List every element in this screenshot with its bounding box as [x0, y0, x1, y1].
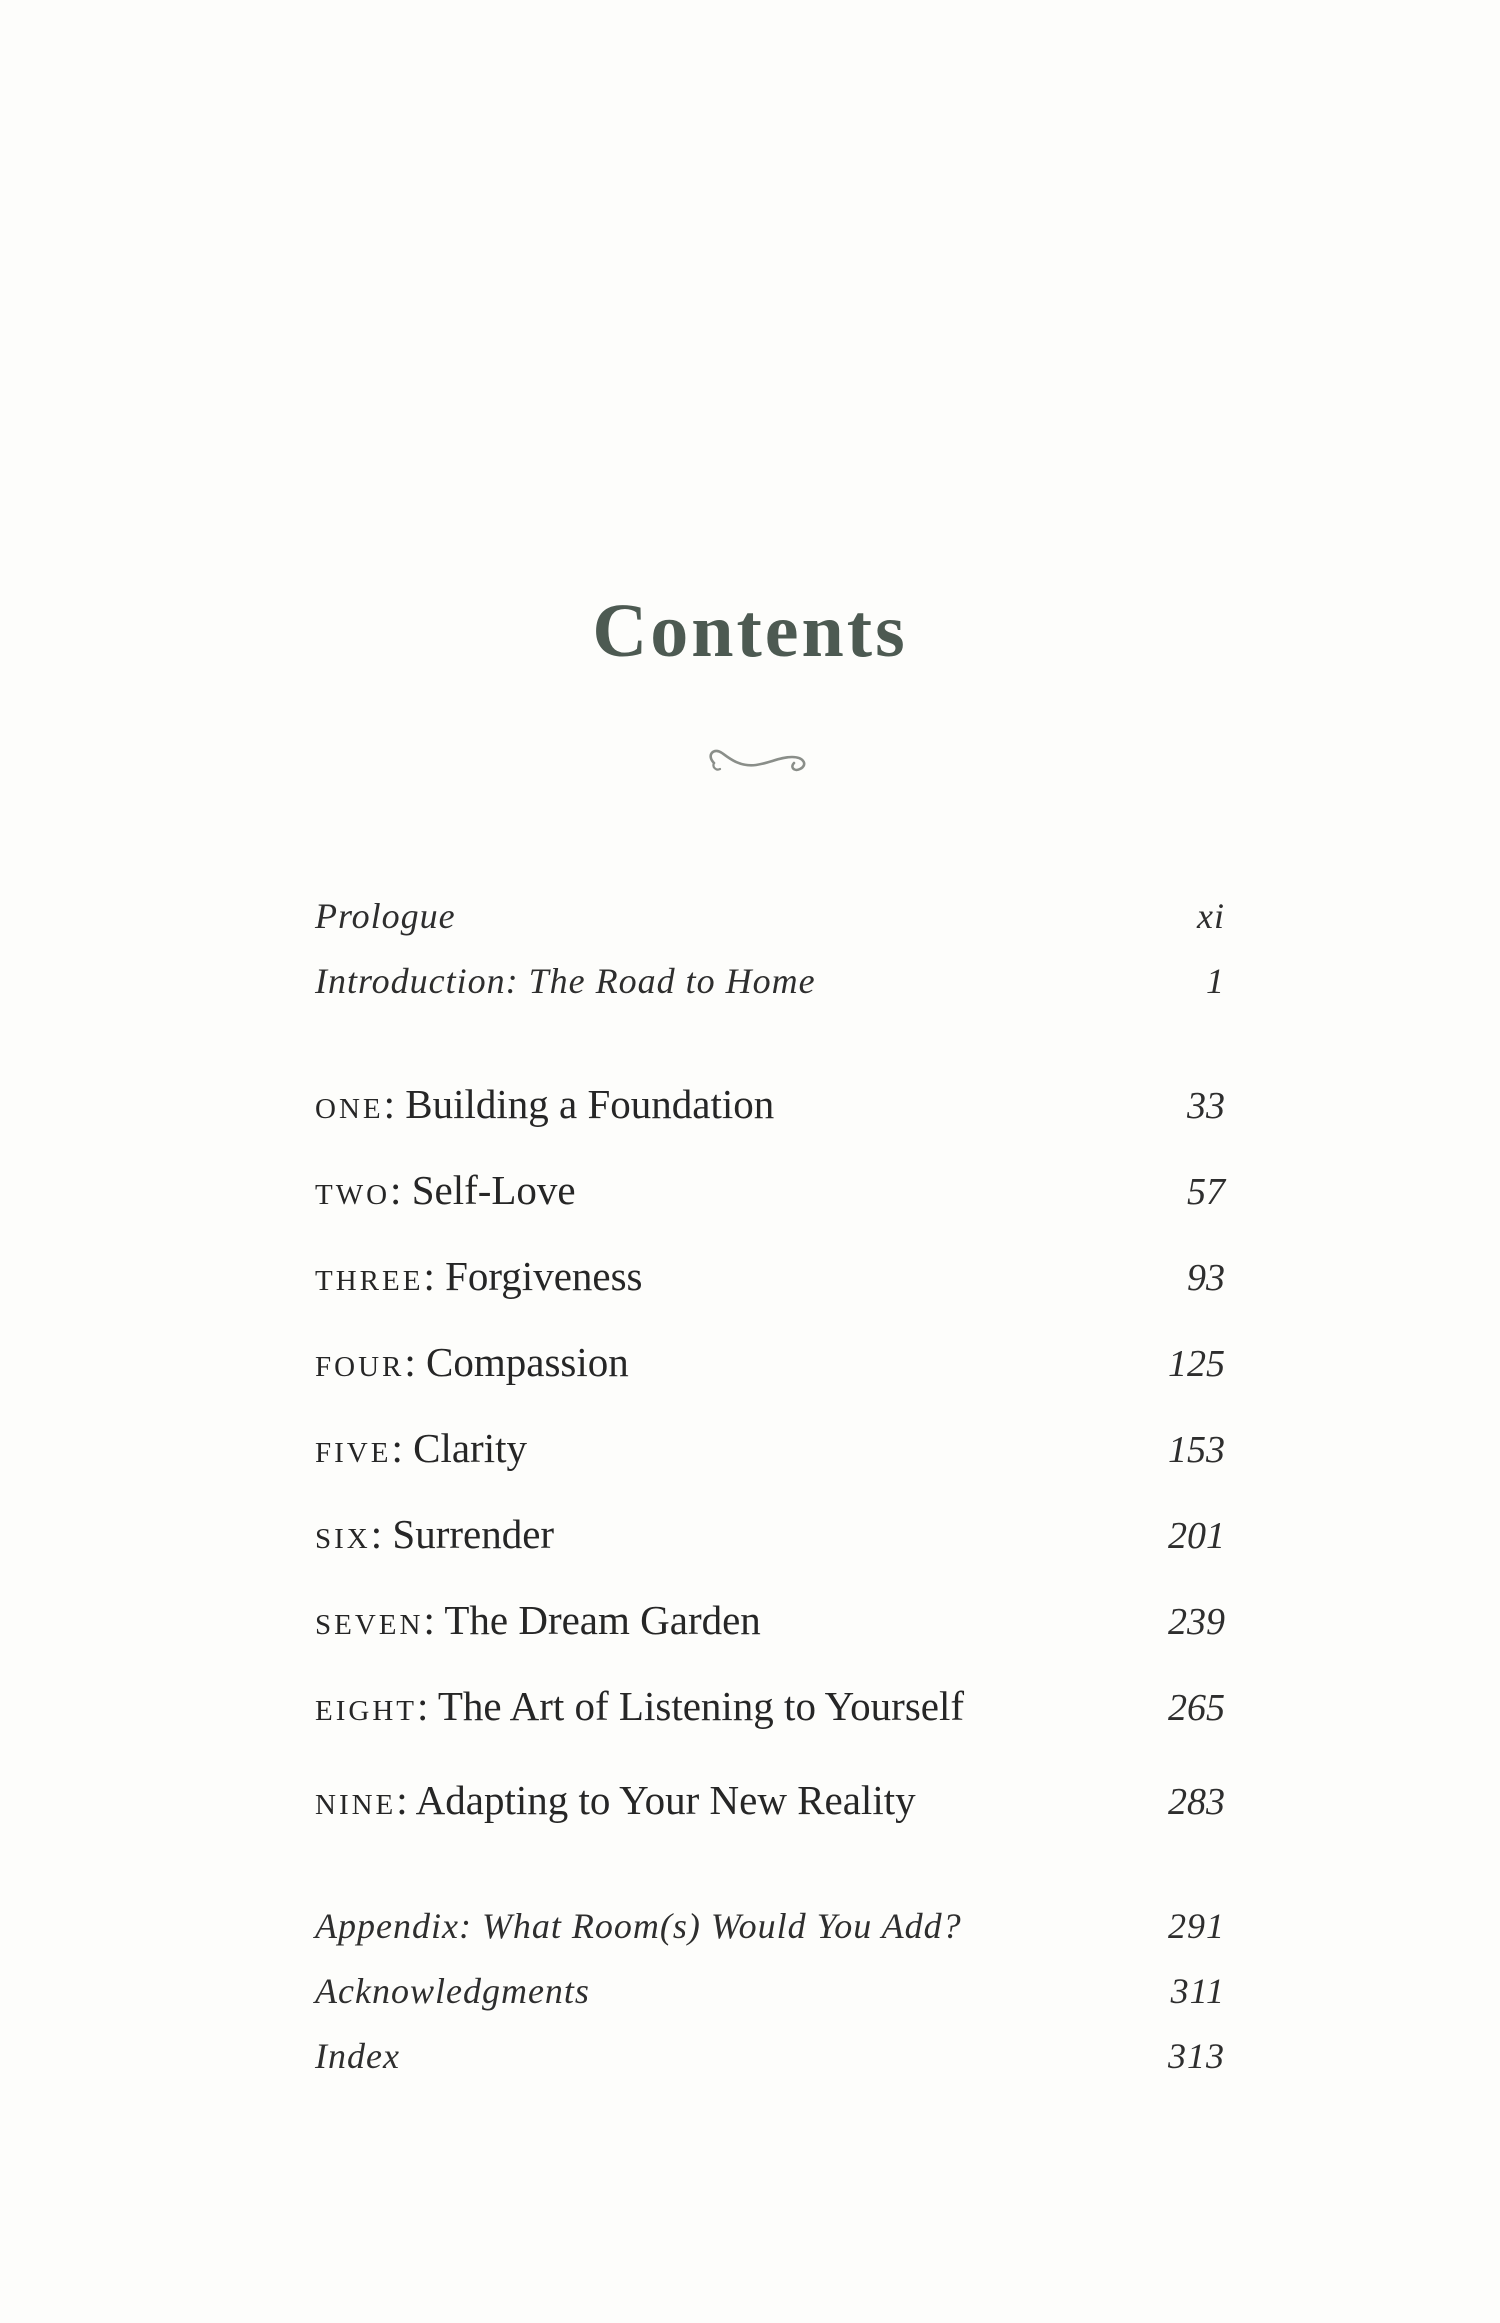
toc-entry-chapter-one[interactable]: [315, 1080, 1225, 1128]
toc-entry-label: six: Surrender: [315, 1511, 555, 1557]
chapter-number: nine: [315, 1777, 397, 1823]
toc-page-number: 1: [1206, 961, 1225, 1001]
toc-entry-chapter-three[interactable]: [315, 1252, 1225, 1300]
toc-entry-label: Prologue: [315, 896, 456, 936]
chapter-title: Building a Foundation: [405, 1081, 775, 1127]
chapter-number: seven: [315, 1597, 424, 1643]
chapter-title: Compassion: [426, 1339, 629, 1385]
toc-page-number: xi: [1197, 896, 1225, 936]
toc-entry-label: five: Clarity: [315, 1425, 527, 1471]
toc-page-number: 93: [1187, 1257, 1225, 1299]
toc-page-number: 239: [1168, 1601, 1225, 1643]
chapter-number: three: [315, 1253, 424, 1299]
toc-page-number: 291: [1168, 1906, 1225, 1946]
toc-entry-chapter-six[interactable]: [315, 1510, 1225, 1558]
page-title: Contents: [592, 589, 908, 673]
toc-entry-label: Acknowledgments: [315, 1971, 590, 2011]
toc-entry-chapter-seven[interactable]: [315, 1596, 1225, 1644]
toc-entry-appendix[interactable]: [315, 1905, 1225, 1947]
toc-page-number: 201: [1168, 1515, 1225, 1557]
chapter-title: Clarity: [413, 1425, 527, 1471]
toc-entry-chapter-five[interactable]: [315, 1424, 1225, 1472]
toc-entry-label: nine: Adapting to Your New Reality: [315, 1777, 916, 1823]
toc-entry-chapter-eight[interactable]: [315, 1682, 1225, 1730]
toc-entry-label: one: Building a Foundation: [315, 1081, 775, 1127]
toc-page-number: 313: [1168, 2036, 1225, 2076]
toc-entry-chapter-nine[interactable]: [315, 1776, 1225, 1824]
toc-entry-label: four: Compassion: [315, 1339, 629, 1385]
toc-entry-index[interactable]: [315, 2035, 1225, 2077]
toc-page-number: 265: [1168, 1687, 1225, 1729]
chapter-number: one: [315, 1081, 384, 1127]
toc-entry-label: Appendix: What Room(s) Would You Add?: [315, 1906, 962, 1946]
toc-entry-label: Introduction: The Road to Home: [315, 961, 816, 1001]
chapter-number: five: [315, 1425, 392, 1471]
chapter-title: The Dream Garden: [444, 1597, 761, 1643]
toc-entry-chapter-four[interactable]: [315, 1338, 1225, 1386]
toc-entry-label: Index: [315, 2036, 400, 2076]
toc-page-number: 283: [1168, 1781, 1225, 1823]
toc-entry-label: seven: The Dream Garden: [315, 1597, 761, 1643]
chapter-number: four: [315, 1339, 405, 1385]
toc-entry-chapter-two[interactable]: [315, 1166, 1225, 1214]
toc-page-number: 33: [1187, 1085, 1225, 1127]
toc-page-number: 311: [1170, 1971, 1225, 2011]
chapter-title: Self-Love: [411, 1167, 576, 1213]
swash-ornament-icon: [700, 735, 820, 785]
chapter-title: The Art of Listening to Yourself: [437, 1683, 965, 1729]
toc-page-number: 57: [1187, 1171, 1225, 1213]
chapter-title: Adapting to Your New Reality: [415, 1777, 916, 1823]
toc-page-number: 153: [1168, 1429, 1225, 1471]
chapter-title: Forgiveness: [445, 1253, 643, 1299]
toc-page-number: 125: [1168, 1343, 1225, 1385]
toc-entry-prologue[interactable]: [315, 895, 1225, 937]
toc-entry-label: eight: The Art of Listening to Yourself: [315, 1683, 965, 1729]
chapter-number: two: [315, 1167, 391, 1213]
toc-entry-acknowledgments[interactable]: [315, 1970, 1225, 2012]
chapter-number: six: [315, 1511, 371, 1557]
chapter-title: Surrender: [392, 1511, 555, 1557]
toc-entry-label: three: Forgiveness: [315, 1253, 643, 1299]
chapter-number: eight: [315, 1683, 417, 1729]
toc-entry-label: two: Self-Love: [315, 1167, 576, 1213]
toc-entry-introduction[interactable]: [315, 960, 1225, 1002]
